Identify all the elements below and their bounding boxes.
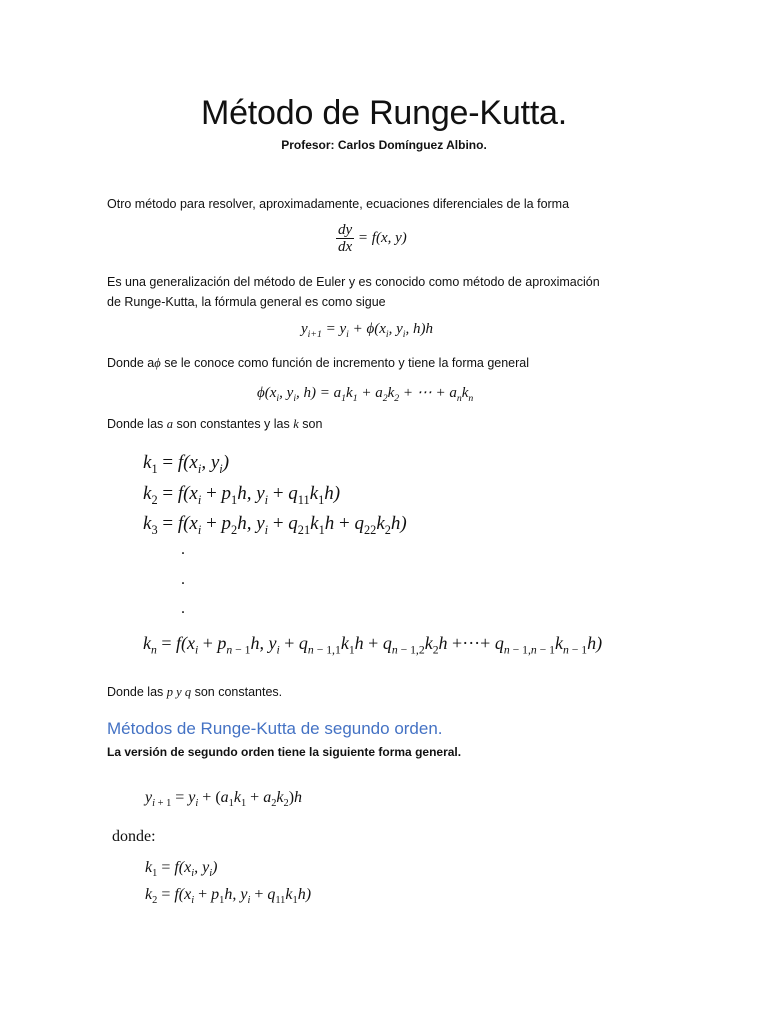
ode-denominator: dx: [338, 239, 353, 255]
constants-suffix: son: [298, 417, 323, 431]
ellipsis-dot-2: .: [181, 571, 185, 588]
increment-equation: $\phi(x_i$, $y_i$, $h) = a_1k_1 + a_2k_2$ + ⋯ + $a_nk_n$: [257, 385, 474, 404]
constants-a: a: [166, 417, 174, 431]
ode-fraction: [336, 222, 354, 255]
phi-prefix: Donde a: [107, 356, 155, 370]
phi-suffix: se le conoce como función de incremento y tiene la forma general: [160, 356, 530, 370]
pq-paragraph: [107, 682, 667, 702]
recurrence-equation: $y_{i+1} = y_i + \phi(x_i$, $y_i$, h)h: [301, 321, 433, 340]
ode-equation: [336, 222, 407, 255]
ellipsis-dot-1: .: [181, 541, 185, 558]
constants-prefix: Donde las: [107, 417, 164, 431]
donde-label: donde:: [112, 828, 156, 845]
section-heading: Métodos de Runge-Kutta de segundo orden.: [107, 719, 443, 738]
second-order-k2: $k_2 = f(x_i + p_1h$, $y_i + q_{11}k_1h$): [145, 886, 312, 907]
k2-equation: $k_2 = f(x_i + p_1h$, $y_i + q_{11}k_1h$): [143, 483, 341, 507]
second-order-formula: $y_{i + 1} = y_i + (a_1k_1 + a_2k_2)h$: [145, 789, 303, 810]
ode-rhs: = f(x, y): [357, 229, 407, 246]
pq-suffix: son constantes.: [191, 685, 283, 699]
k1-equation: $k_1 = f(x_i$, $y_i$): [143, 452, 230, 476]
ode-numerator: dy: [338, 222, 353, 238]
kn-equation: $k_n = f(x_i + p_{n - 1}h$, $y_i + q_{n - 1,1}k_1h + q_{n - 1,2}k_2h$ +···+ $q_{n - 1,n - 1}k_{n - 1}h$): [143, 633, 603, 657]
section-description: La versión de segundo orden tiene la siguiente forma general.: [107, 745, 462, 759]
phi-symbol: ϕ: [154, 356, 161, 370]
generalization-line-1: Es una generalización del método de Euler y es conocido como método de aproximación: [107, 275, 600, 289]
constants-paragraph: [107, 414, 667, 434]
generalization-line-2: de Runge-Kutta, la fórmula general es como sigue: [107, 295, 386, 309]
phi-paragraph: [107, 353, 667, 373]
intro-paragraph: Otro método para resolver, aproximadamente, ecuaciones diferenciales de la forma: [107, 197, 570, 211]
document-subtitle: Profesor: Carlos Domínguez Albino.: [281, 138, 487, 152]
constants-middle: son constantes y las: [173, 417, 294, 431]
second-order-k1: $k_1 = f(x_i$, $y_i$): [145, 859, 218, 880]
ellipsis-dot-3: .: [181, 600, 185, 617]
k3-equation: $k_3 = f(x_i + p_2h$, $y_i + q_{21}k_1h + q_{22}k_2h$): [143, 513, 407, 537]
document-title: Método de Runge-Kutta.: [200, 94, 568, 132]
pq-vars: p y q: [166, 685, 192, 699]
constants-k: k: [293, 417, 299, 431]
pq-prefix: Donde las: [107, 685, 164, 699]
